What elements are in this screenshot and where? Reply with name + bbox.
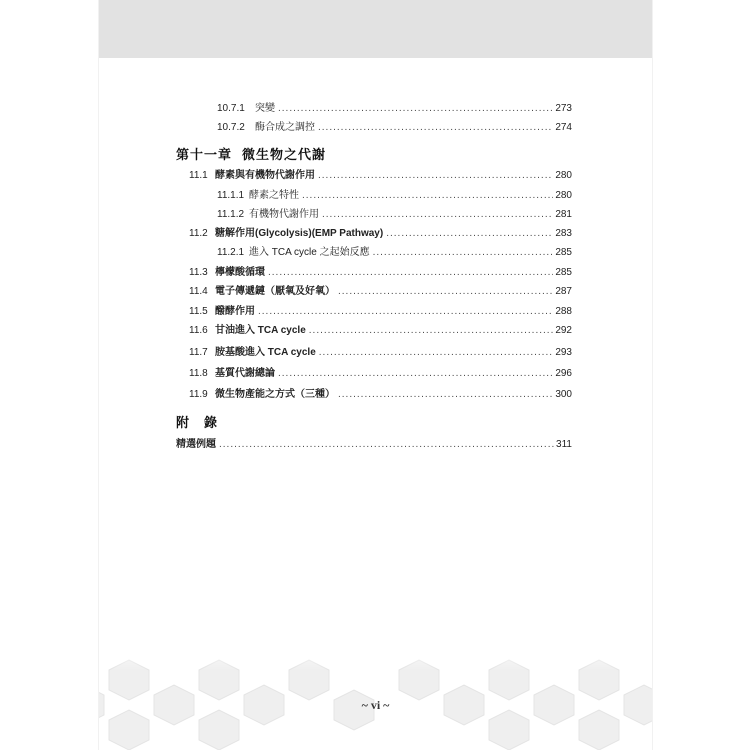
toc-entry-page: 300	[555, 389, 572, 400]
toc-entry-label: 電子傳遞鏈（厭氧及好氧）	[215, 286, 335, 297]
toc-entry-number: 11.3	[189, 267, 208, 278]
page-number: ~ vi ~	[361, 698, 390, 712]
toc-entry-label: 胺基酸進入 TCA cycle	[215, 347, 316, 358]
toc-entry-page: 311	[556, 439, 572, 450]
toc-entry-number: 10.7.2	[217, 122, 245, 133]
toc-entry-page: 285	[555, 247, 572, 258]
toc-entry-number: 11.7	[189, 347, 208, 358]
toc-entry-label: 進入 TCA cycle 之起始反應	[249, 247, 370, 258]
toc-leader-dots	[322, 209, 553, 220]
toc-entry-11-1-1[interactable]	[217, 186, 572, 201]
toc-entry-page: 293	[555, 347, 572, 358]
toc-entry-11-9[interactable]	[189, 385, 572, 400]
toc-leader-dots	[219, 439, 554, 450]
toc-entry-number: 11.1	[189, 170, 208, 181]
toc-entry-number: 11.4	[189, 286, 208, 297]
toc-entry-11-3[interactable]	[189, 263, 572, 278]
toc-entry-number: 11.1.2	[217, 209, 245, 220]
toc-entry-label: 酵素之特性	[249, 190, 299, 201]
toc-entry-11-7[interactable]	[189, 343, 572, 358]
toc-entry-page: 281	[555, 209, 572, 220]
toc-leader-dots	[373, 247, 554, 258]
toc-leader-dots	[338, 286, 553, 297]
toc-entry-page: 287	[555, 286, 572, 297]
toc-entry-number: 11.5	[189, 306, 208, 317]
toc-leader-dots	[319, 347, 554, 358]
toc-entry-label: 酵素與有機物代謝作用	[215, 170, 315, 181]
toc-entry-11-6[interactable]	[189, 321, 572, 336]
book-page	[99, 0, 652, 750]
toc-entry-11-8[interactable]	[189, 364, 572, 379]
toc-entry-page: 280	[555, 170, 572, 181]
toc-entry-label: 檸檬酸循環	[215, 267, 265, 278]
toc-entry-label: 酶合成之調控	[255, 122, 315, 133]
toc-entry-number: 11.8	[189, 368, 208, 379]
toc-entry-label: 糖解作用(Glycolysis)(EMP Pathway)	[215, 228, 384, 239]
toc-entry-page: 283	[555, 228, 572, 239]
toc-entry-page: 288	[555, 306, 572, 317]
toc-entry-label: 微生物產能之方式（三種）	[215, 389, 335, 400]
toc-entry-appendix[interactable]	[176, 435, 572, 450]
toc-entry-label: 甘油進入 TCA cycle	[215, 325, 306, 336]
toc-entry-page: 274	[555, 122, 572, 133]
toc-leader-dots	[318, 170, 553, 181]
toc-entry-page: 292	[555, 325, 572, 336]
chapter-title: 微生物之代謝	[242, 147, 327, 162]
toc-entry-number: 10.7.1	[217, 103, 245, 114]
toc-leader-dots	[302, 190, 553, 201]
toc-entry-page: 285	[555, 267, 572, 278]
toc-leader-dots	[309, 325, 554, 336]
toc-entry-label: 精選例題	[176, 439, 216, 450]
toc-entry-11-5[interactable]	[189, 302, 572, 317]
toc-leader-dots	[386, 228, 553, 239]
toc-entry-number: 11.9	[189, 389, 208, 400]
chapter-number: 第十一章	[176, 147, 233, 162]
toc-entry-label: 有機物代謝作用	[249, 209, 319, 220]
toc-entry-11-1[interactable]	[189, 166, 572, 181]
toc-entry-page: 280	[555, 190, 572, 201]
toc-leader-dots	[268, 267, 553, 278]
toc-entry-number: 11.6	[189, 325, 208, 336]
toc-leader-dots	[278, 368, 553, 379]
toc-leader-dots	[338, 389, 553, 400]
toc-entry-11-2-1[interactable]	[217, 243, 572, 258]
toc-leader-dots	[258, 306, 553, 317]
toc-entry-number: 11.2.1	[217, 247, 245, 258]
header-band	[99, 0, 652, 58]
toc-entry-10-7-1[interactable]	[217, 99, 572, 114]
toc-entry-11-4[interactable]	[189, 282, 572, 297]
toc-leader-dots	[318, 122, 553, 133]
toc-entry-10-7-2[interactable]	[217, 118, 572, 133]
appendix-title: 附 錄	[176, 415, 219, 430]
toc-entry-number: 11.1.1	[217, 190, 245, 201]
appendix-heading	[176, 412, 218, 431]
chapter-heading	[176, 144, 326, 163]
toc-entry-page: 296	[555, 368, 572, 379]
toc-entry-page: 273	[555, 103, 572, 114]
toc-entry-11-1-2[interactable]	[217, 205, 572, 220]
toc-entry-label: 醱酵作用	[215, 306, 255, 317]
toc-entry-number: 11.2	[189, 228, 208, 239]
toc-entry-11-2[interactable]	[189, 224, 572, 239]
toc-entry-label: 基質代謝總論	[215, 368, 275, 379]
toc-entry-label: 突變	[255, 103, 275, 114]
toc-leader-dots	[278, 103, 553, 114]
hexagon-pattern-decoration	[99, 640, 652, 750]
